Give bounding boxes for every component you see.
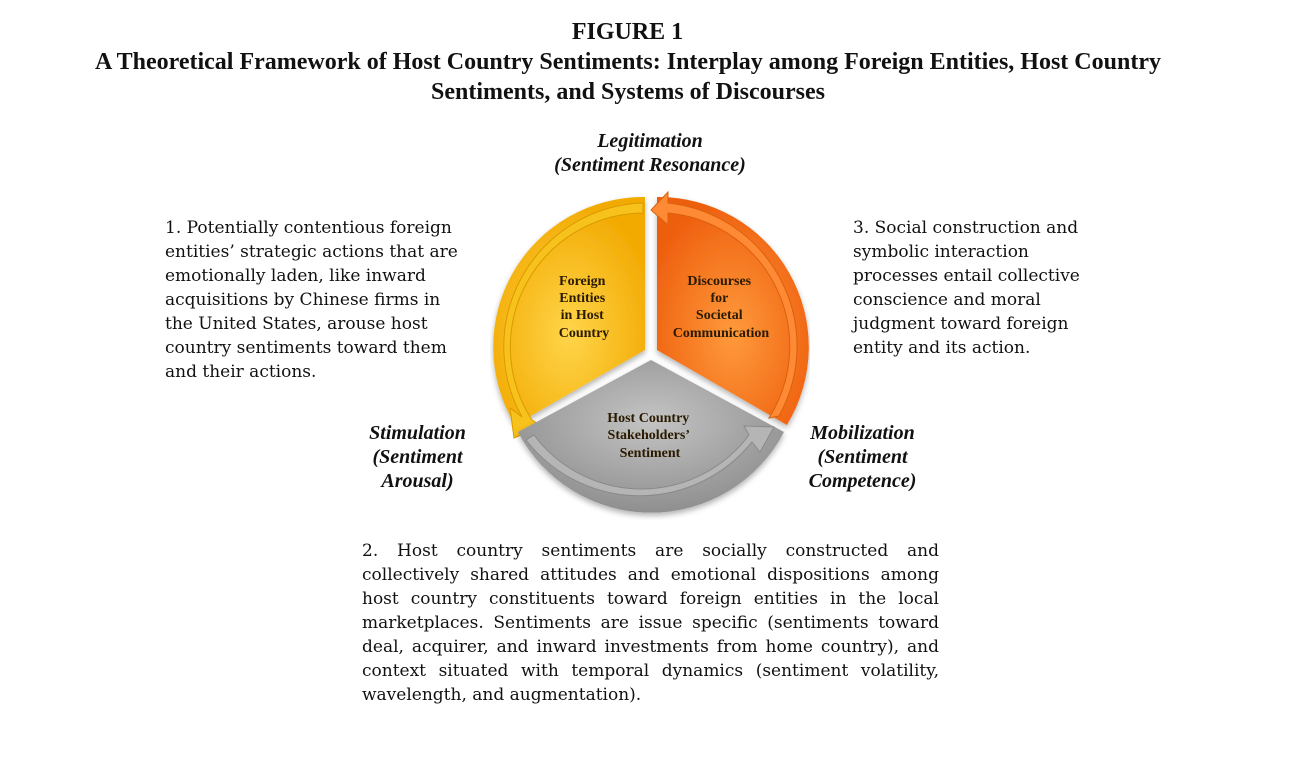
legitimation-label xyxy=(530,129,770,177)
figure-label: FIGURE 1 xyxy=(571,19,684,45)
figure-title-line-2: Sentiments, and Systems of Discourses xyxy=(430,79,825,105)
host-sentiment-text xyxy=(607,411,693,461)
legitimation-sub: (Sentiment Resonance) xyxy=(554,154,746,176)
stimulation-line-1: Stimulation xyxy=(369,422,466,444)
discourses-line-3: Societal xyxy=(695,308,743,323)
mobilization-line-1: Mobilization xyxy=(810,422,915,444)
host-line-1: Host Country xyxy=(607,411,690,426)
figure-title-line-1: A Theoretical Framework of Host Country Sentiments: Interplay among Foreign Entities, Host Country xyxy=(95,49,1161,75)
discourses-line-1: Discourses xyxy=(687,274,752,289)
stimulation-line-3: Arousal) xyxy=(381,470,454,492)
foreign-line-4: Country xyxy=(558,326,610,341)
mobilization-label xyxy=(790,421,935,493)
cycle-diagram xyxy=(490,180,810,520)
note-2: 2. Host country sentiments are socially constructed and collectively shared attitudes and emotional dispositions among host country constituents toward foreign entities in the local marketplaces. Sentiments are issue specific (sentiments toward deal, acquirer, and inward investments from home country), and context situated with temporal dynamics (sentiment volatility, wavelength, and augmentation). xyxy=(362,541,939,705)
mobilization-line-2: (Sentiment xyxy=(817,446,908,468)
host-line-3: Sentiment xyxy=(619,446,681,461)
discourses-line-2: for xyxy=(710,291,729,306)
stimulation-line-2: (Sentiment xyxy=(372,446,463,468)
discourses-line-4: Communication xyxy=(672,326,770,341)
foreign-line-1: Foreign xyxy=(559,274,606,289)
mobilization-line-3: Competence) xyxy=(808,470,917,492)
figure-title xyxy=(22,47,1234,107)
legitimation-name: Legitimation xyxy=(597,130,703,152)
foreign-entities-text xyxy=(559,274,610,341)
foreign-line-2: Entities xyxy=(559,291,606,306)
note-3: 3. Social construction and symbolic interaction processes entail collective conscience and moral judgment toward foreign entity and its action. xyxy=(853,218,1080,358)
note-1: 1. Potentially contentious foreign entities’ strategic actions that are emotionally laden, like inward acquisitions by Chinese firms in the United States, arouse host country sentiments toward them and their actions. xyxy=(165,218,458,382)
foreign-line-3: in Host xyxy=(560,308,604,323)
host-line-2: Stakeholders’ xyxy=(607,428,689,443)
stimulation-label xyxy=(350,421,485,493)
